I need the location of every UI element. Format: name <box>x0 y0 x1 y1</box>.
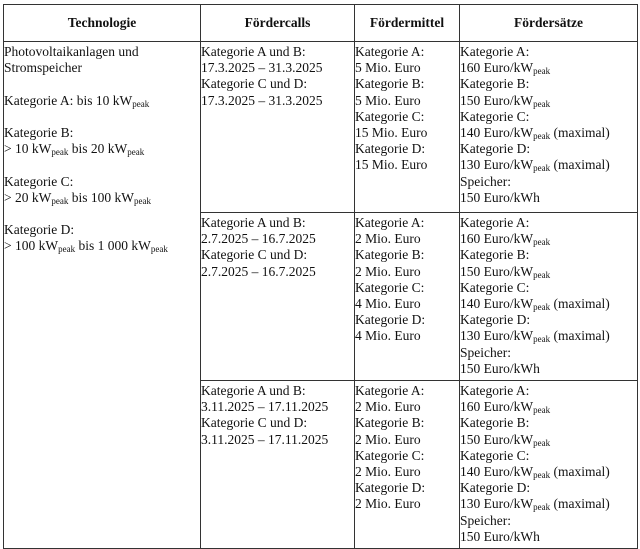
mittel-line: 2 Mio. Euro <box>355 431 421 447</box>
call-line: 17.3.2025 – 31.3.2025 <box>201 60 323 76</box>
technologie-title-line: Photovoltaikanlagen und <box>4 44 139 59</box>
foerdersatz-cell <box>460 213 638 381</box>
satz-value: 160 Euro/$kW_{peak}$ <box>460 60 551 77</box>
satz-label: Speicher: <box>460 512 511 528</box>
header-technologie: Technologie <box>4 5 201 42</box>
call-line: 2.7.2025 – 16.7.2025 <box>201 263 316 279</box>
category-a-range: Kategorie A: bis 10 $kW_{peak}$ <box>4 92 150 109</box>
satz-value: 160 Euro/$kW_{peak}$ <box>460 231 551 248</box>
mittel-line: Kategorie B: <box>355 415 425 431</box>
mittel-line: Kategorie A: <box>355 383 425 398</box>
satz-value: 130 Euro/$kW_{peak}$ (maximal) <box>460 496 610 513</box>
category-c-label: Kategorie C: <box>4 173 74 189</box>
satz-label: Speicher: <box>460 173 511 189</box>
satz-value: 160 Euro/$kW_{peak}$ <box>460 399 551 416</box>
satz-label: Kategorie C: <box>460 108 530 124</box>
satz-label: Kategorie A: <box>460 383 530 398</box>
foerdermittel-cell <box>355 213 460 381</box>
mittel-line: Kategorie C: <box>355 279 425 295</box>
category-c-range: > 20 $kW_{peak}$ bis 100 $kW_{peak}$ <box>4 189 151 206</box>
funding-table <box>3 4 638 549</box>
mittel-line: Kategorie A: <box>355 215 425 230</box>
satz-label: Kategorie D: <box>460 141 531 157</box>
call-line: 3.11.2025 – 17.11.2025 <box>201 431 329 447</box>
mittel-line: 2 Mio. Euro <box>355 399 421 415</box>
satz-label: Kategorie D: <box>460 312 531 328</box>
foerdermittel-cell <box>355 381 460 549</box>
satz-label: Kategorie A: <box>460 215 530 230</box>
table-row <box>4 42 638 213</box>
mittel-line: 5 Mio. Euro <box>355 92 421 108</box>
technologie-cell <box>4 42 201 549</box>
satz-label: Speicher: <box>460 344 511 360</box>
satz-value: 150 Euro/$kW_{peak}$ <box>460 92 551 109</box>
satz-value: 150 Euro/kWh <box>460 528 540 544</box>
header-foerdermittel: Fördermittel <box>355 5 460 42</box>
mittel-line: Kategorie B: <box>355 76 425 92</box>
foerdercall-cell <box>201 381 355 549</box>
call-line: Kategorie A und B: <box>201 215 306 230</box>
satz-label: Kategorie C: <box>460 279 530 295</box>
mittel-line: 15 Mio. Euro <box>355 125 428 141</box>
satz-label: Kategorie A: <box>460 44 530 59</box>
mittel-line: Kategorie D: <box>355 141 426 157</box>
table-header-row <box>4 5 638 42</box>
satz-label: Kategorie B: <box>460 76 530 92</box>
call-line: 3.11.2025 – 17.11.2025 <box>201 399 329 415</box>
foerdermittel-cell <box>355 42 460 213</box>
foerdersatz-cell <box>460 42 638 213</box>
mittel-line: Kategorie B: <box>355 247 425 263</box>
satz-value: 130 Euro/$kW_{peak}$ (maximal) <box>460 157 610 174</box>
mittel-line: Kategorie D: <box>355 312 426 328</box>
mittel-line: Kategorie C: <box>355 108 425 124</box>
call-line: Kategorie C und D: <box>201 76 308 92</box>
call-line: Kategorie C und D: <box>201 247 308 263</box>
technologie-title-line: Stromspeicher <box>4 60 82 76</box>
satz-value: 150 Euro/kWh <box>460 360 540 376</box>
satz-value: 150 Euro/kWh <box>460 189 540 205</box>
satz-label: Kategorie B: <box>460 415 530 431</box>
satz-label: Kategorie D: <box>460 480 531 496</box>
mittel-line: Kategorie C: <box>355 447 425 463</box>
call-line: 17.3.2025 – 31.3.2025 <box>201 92 323 108</box>
satz-value: 140 Euro/$kW_{peak}$ (maximal) <box>460 125 610 142</box>
mittel-line: Kategorie D: <box>355 480 426 496</box>
header-foerdercalls: Fördercalls <box>201 5 355 42</box>
satz-value: 150 Euro/$kW_{peak}$ <box>460 431 551 448</box>
category-d-range: > 100 $kW_{peak}$ bis 1 000 $kW_{peak}$ <box>4 238 168 255</box>
call-line: Kategorie A und B: <box>201 383 306 398</box>
mittel-line: 15 Mio. Euro <box>355 157 428 173</box>
foerdersatz-cell <box>460 381 638 549</box>
mittel-line: 2 Mio. Euro <box>355 263 421 279</box>
mittel-line: 5 Mio. Euro <box>355 60 421 76</box>
foerdercall-cell <box>201 42 355 213</box>
mittel-line: 4 Mio. Euro <box>355 296 421 312</box>
mittel-line: Kategorie A: <box>355 44 425 59</box>
mittel-line: 2 Mio. Euro <box>355 464 421 480</box>
call-line: Kategorie A und B: <box>201 44 306 59</box>
satz-label: Kategorie C: <box>460 447 530 463</box>
satz-label: Kategorie B: <box>460 247 530 263</box>
call-line: 2.7.2025 – 16.7.2025 <box>201 231 316 247</box>
satz-value: 140 Euro/$kW_{peak}$ (maximal) <box>460 464 610 481</box>
category-d-label: Kategorie D: <box>4 222 75 238</box>
satz-value: 150 Euro/$kW_{peak}$ <box>460 263 551 280</box>
category-b-range: > 10 $kW_{peak}$ bis 20 $kW_{peak}$ <box>4 141 145 158</box>
mittel-line: 4 Mio. Euro <box>355 328 421 344</box>
category-b-label: Kategorie B: <box>4 124 74 140</box>
call-line: Kategorie C und D: <box>201 415 308 431</box>
satz-value: 140 Euro/$kW_{peak}$ (maximal) <box>460 296 610 313</box>
mittel-line: 2 Mio. Euro <box>355 496 421 512</box>
mittel-line: 2 Mio. Euro <box>355 231 421 247</box>
header-foerdersaetze: Fördersätze <box>460 5 638 42</box>
foerdercall-cell <box>201 213 355 381</box>
satz-value: 130 Euro/$kW_{peak}$ (maximal) <box>460 328 610 345</box>
